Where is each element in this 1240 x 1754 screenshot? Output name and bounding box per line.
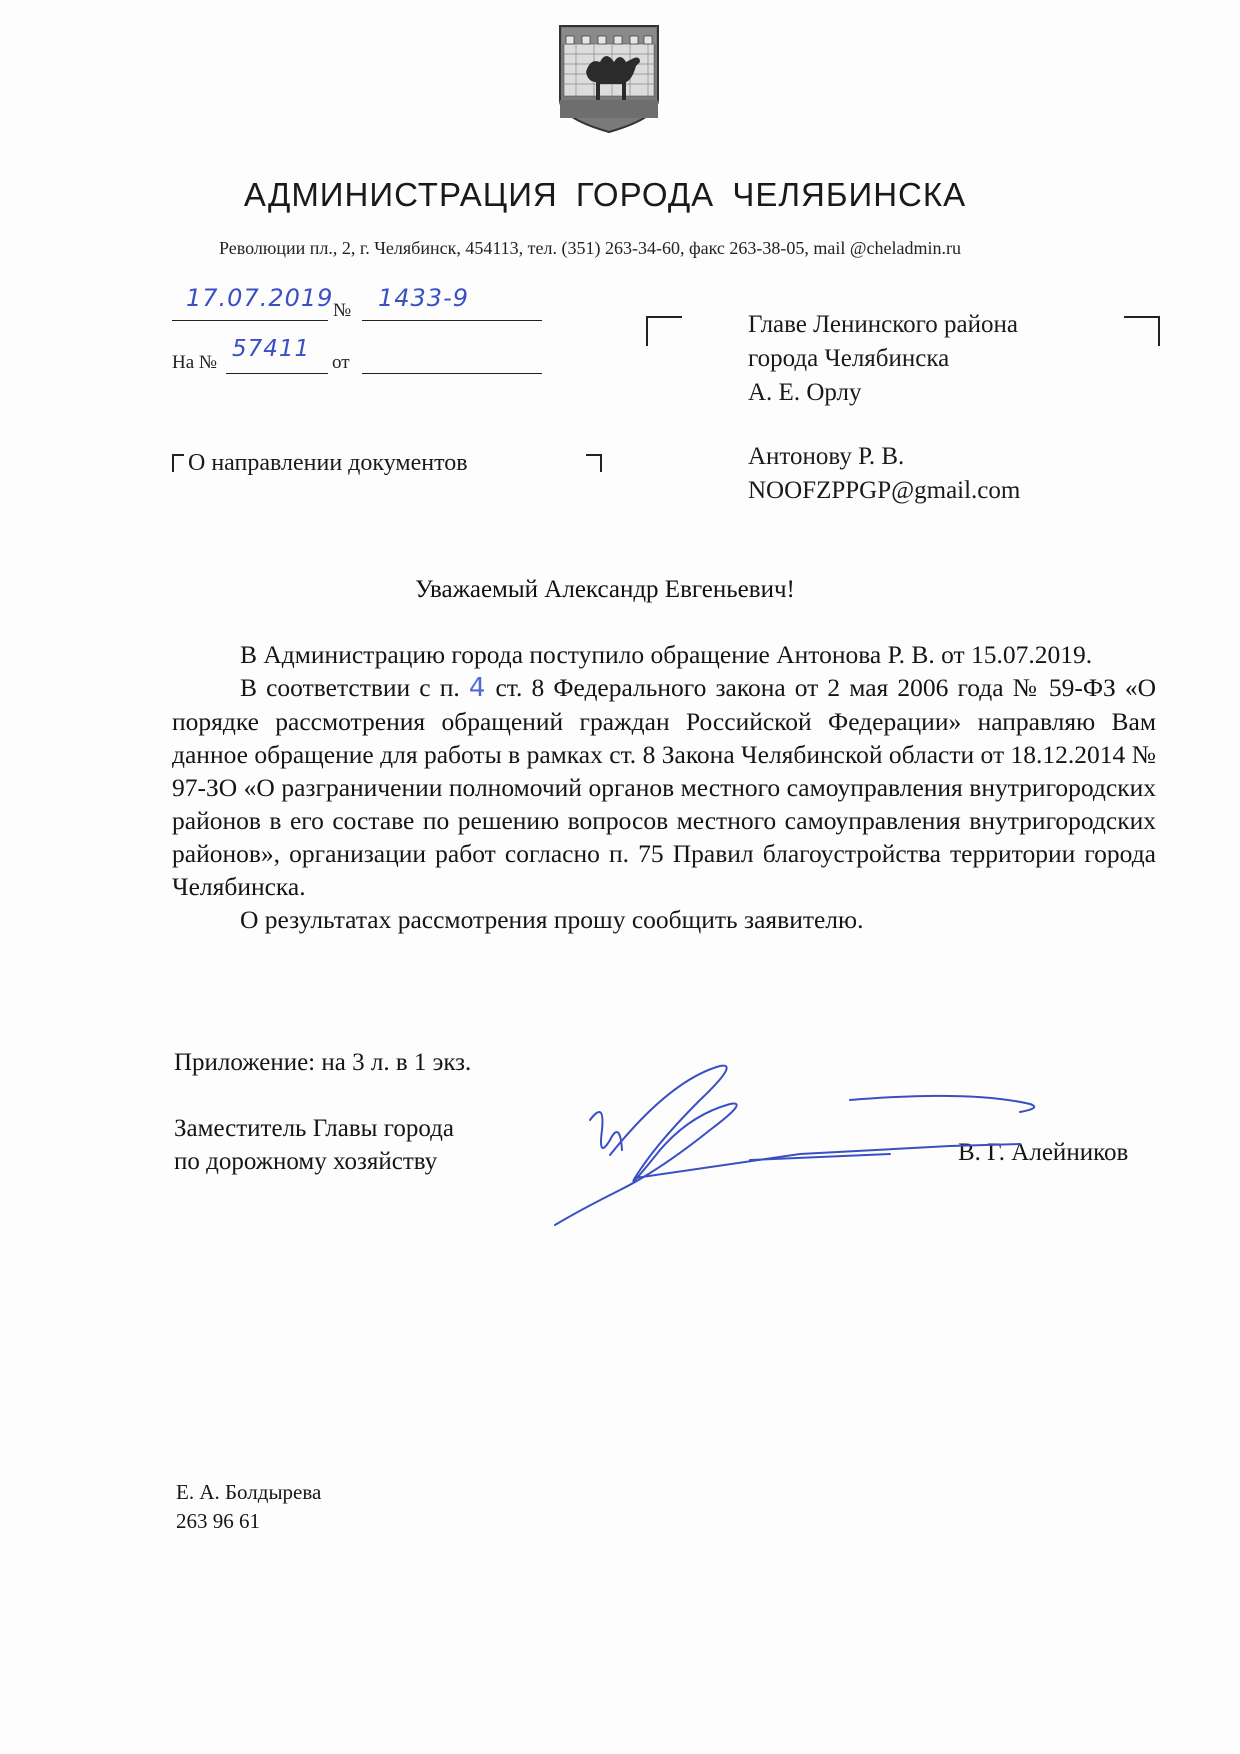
from-label: от xyxy=(332,352,350,373)
attachment-note: Приложение: на 3 л. в 1 экз. xyxy=(174,1049,472,1076)
addressee-line-3: А. Е. Орлу xyxy=(748,379,862,406)
greeting: Уважаемый Александр Евгеньевич! xyxy=(415,576,795,603)
body-paragraph-2 xyxy=(172,671,1156,903)
number-underline xyxy=(362,320,542,321)
registration-date: 17.07.2019 xyxy=(186,284,334,312)
chelyabinsk-camel-emblem-icon xyxy=(556,22,662,134)
addressee-line-2: города Челябинска xyxy=(748,345,950,372)
number-label: № xyxy=(333,300,352,321)
registration-number: 1433-9 xyxy=(378,284,470,312)
executor-phone: 263 96 61 xyxy=(176,1509,260,1533)
letter-body xyxy=(172,638,1156,936)
subject-corner-left xyxy=(172,454,184,472)
body-paragraph-1: В Администрацию города поступило обращение Антонова Р. В. от 15.07.2019. xyxy=(240,640,1093,669)
body-p2-before: В соответствии с п. xyxy=(240,673,469,702)
subject-corner-right xyxy=(586,454,602,472)
handwritten-item-number: 4 xyxy=(468,673,487,703)
signatory-name: В. Г. Алейников xyxy=(958,1139,1129,1166)
reply-number: 57411 xyxy=(232,336,311,362)
executor-name: Е. А. Болдырева xyxy=(176,1480,322,1504)
reply-underline xyxy=(226,373,328,374)
addressee-corner-right xyxy=(1124,316,1160,346)
organization-address: Революции пл., 2, г. Челябинск, 454113, тел. (351) 263-34-60, факс 263-38-05, mail @cheladmin.ru xyxy=(219,238,961,258)
signatory-position-1: Заместитель Главы города xyxy=(174,1115,454,1142)
body-p2-after: ст. 8 Федерального закона от 2 мая 2006 года № 59-ФЗ «О порядке рассмотрения обращений граждан Российской Федерации» направляю Вам данное обращение для работы в рамках ст. 8 Закона Челябинской области от 18.12.2014 № 97-ЗО «О разграничении полномочий органов местного самоуправления внутригородских районов в его составе по решению вопросов местного самоуправления внутригородских районов», организации работ согласно п. 75 Правил благоустройства территории города Челябинска. xyxy=(172,673,1157,901)
copy-recipient-name: Антонову Р. В. xyxy=(748,443,905,470)
copy-recipient-email: NOOFZPPGP@gmail.com xyxy=(748,477,1021,504)
from-underline xyxy=(362,373,542,374)
addressee-line-1: Главе Ленинского района xyxy=(748,311,1018,338)
reply-label: На № xyxy=(172,352,218,373)
subject-line: О направлении документов xyxy=(188,450,468,476)
organization-title: АДМИНИСТРАЦИЯ ГОРОДА ЧЕЛЯБИНСКА xyxy=(243,176,967,213)
date-underline xyxy=(172,320,328,321)
signatory-position-2: по дорожному хозяйству xyxy=(174,1148,438,1175)
body-paragraph-3: О результатах рассмотрения прошу сообщить заявителю. xyxy=(240,905,864,934)
handwritten-signature-icon xyxy=(550,1060,1050,1230)
addressee-corner-left xyxy=(646,316,682,346)
